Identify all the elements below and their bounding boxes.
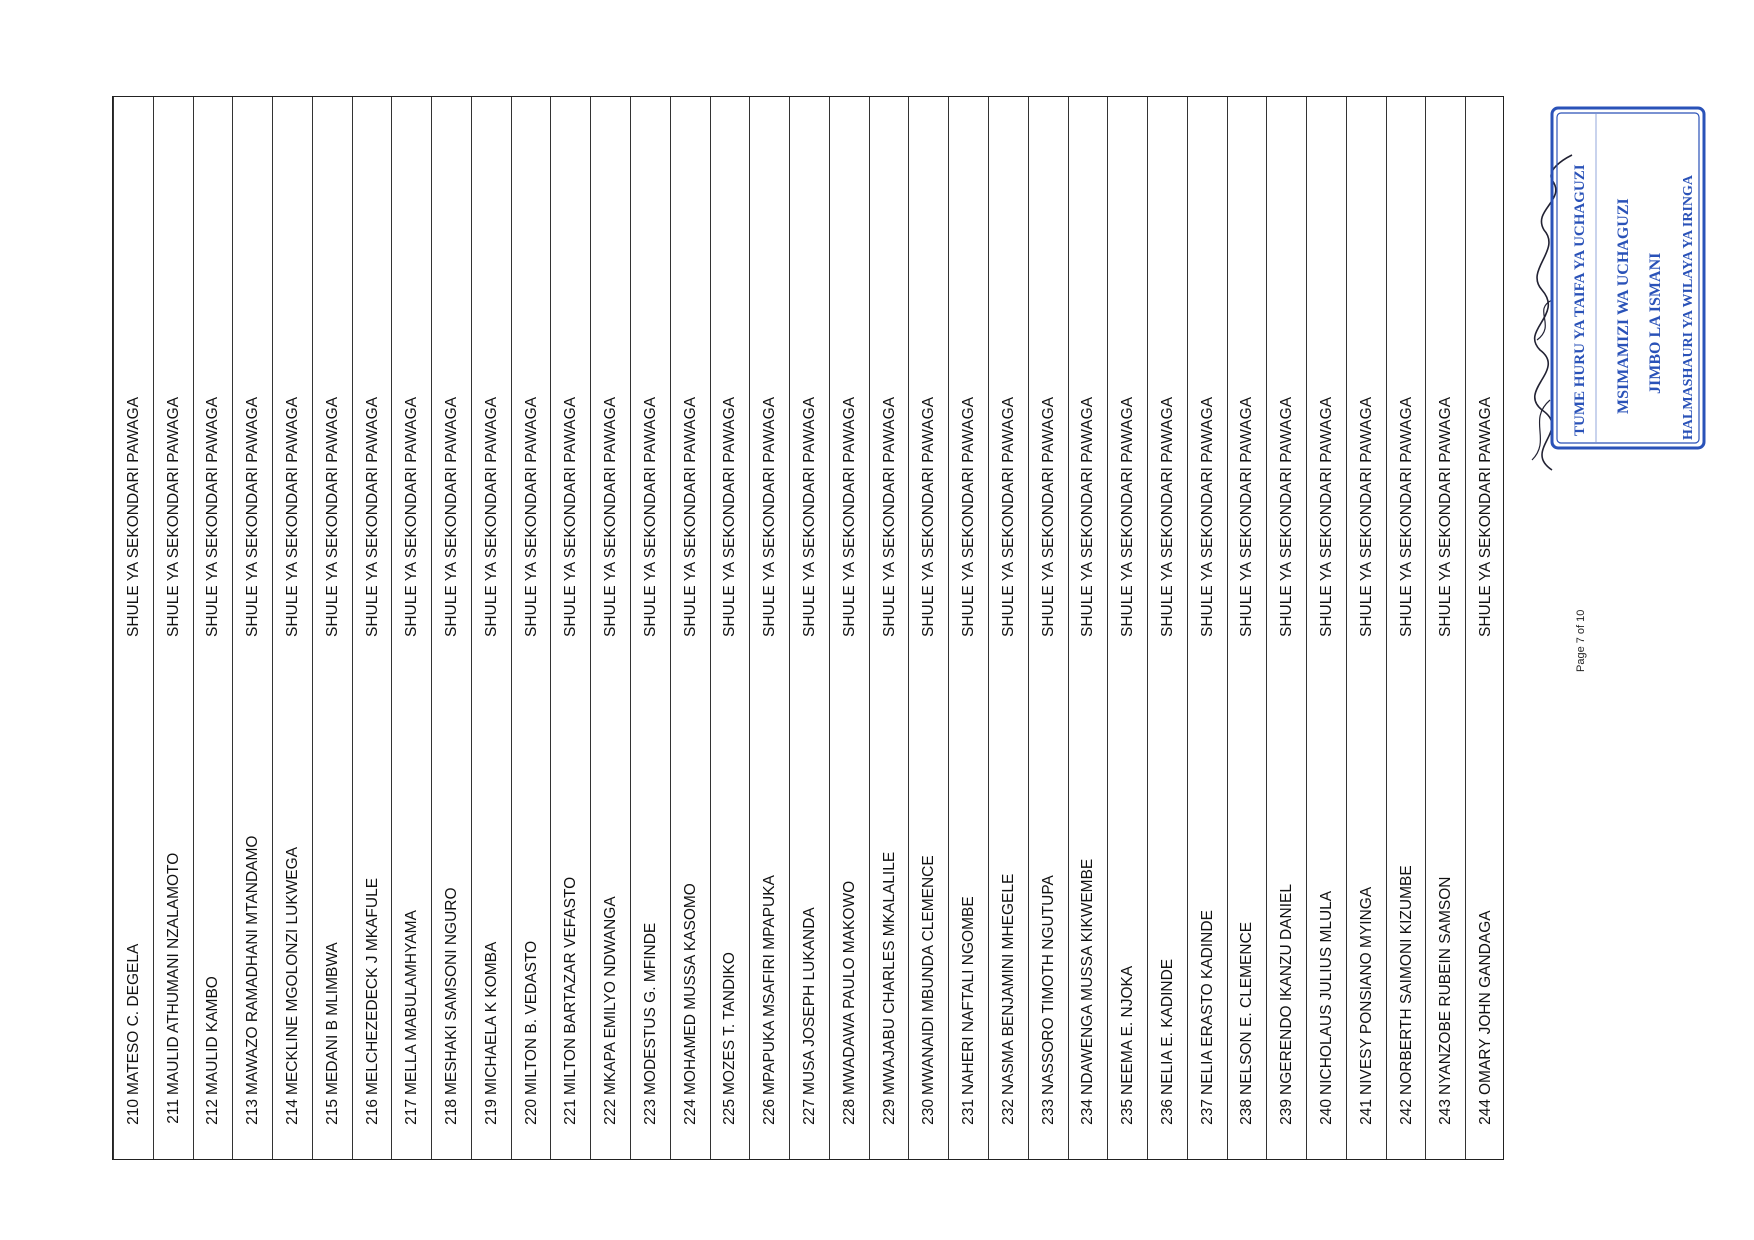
table-row bbox=[550, 97, 590, 1159]
school-name: SHULE YA SEKONDARI PAWAGA bbox=[602, 396, 620, 637]
table-row bbox=[590, 97, 630, 1159]
candidate-name: MAWAZO RAMADHANI MTANDAMO bbox=[244, 835, 262, 1095]
candidate-name: NELIA ERASTO KADINDE bbox=[1198, 910, 1216, 1095]
candidate-name: NAHERI NAFTALI NGOMBE bbox=[960, 896, 978, 1095]
candidate-name: MECKLINE MGOLONZI LUKWEGA bbox=[283, 846, 301, 1095]
school-name: SHULE YA SEKONDARI PAWAGA bbox=[1039, 396, 1057, 637]
candidate-name: MWANAIDI MBUNDA CLEMENCE bbox=[920, 855, 938, 1095]
table-row bbox=[1386, 97, 1426, 1159]
stamp-graphic bbox=[1548, 104, 1708, 452]
row-number: 242 bbox=[1397, 1099, 1415, 1125]
table-row bbox=[1266, 97, 1306, 1159]
row-number: 233 bbox=[1039, 1099, 1057, 1125]
row-number: 218 bbox=[443, 1099, 461, 1125]
row-number: 243 bbox=[1437, 1099, 1455, 1125]
row-number: 225 bbox=[721, 1099, 739, 1125]
school-name: SHULE YA SEKONDARI PAWAGA bbox=[283, 396, 301, 637]
table-row bbox=[391, 97, 431, 1159]
candidate-name: NASMA BENJAMINI MHEGELE bbox=[999, 873, 1017, 1095]
row-number: 213 bbox=[244, 1099, 262, 1125]
table-row bbox=[272, 97, 312, 1159]
row-number: 212 bbox=[204, 1099, 222, 1125]
row-number: 224 bbox=[681, 1099, 699, 1125]
candidate-name: MODESTUS G. MFINDE bbox=[641, 922, 659, 1095]
table-row bbox=[988, 97, 1028, 1159]
school-name: SHULE YA SEKONDARI PAWAGA bbox=[1158, 396, 1176, 637]
candidate-name: NYANZOBE RUBEIN SAMSON bbox=[1437, 876, 1455, 1095]
table-row bbox=[670, 97, 710, 1159]
row-number: 241 bbox=[1357, 1099, 1375, 1125]
candidate-name: NIVESY PONSIANO MYINGA bbox=[1357, 886, 1375, 1095]
school-name: SHULE YA SEKONDARI PAWAGA bbox=[641, 396, 659, 637]
school-name: SHULE YA SEKONDARI PAWAGA bbox=[800, 396, 818, 637]
table-row bbox=[1227, 97, 1267, 1159]
row-number: 239 bbox=[1278, 1099, 1296, 1125]
candidate-name: MELLA MABULAMHYAMA bbox=[403, 910, 421, 1095]
candidate-name: MOZES T. TANDIKO bbox=[721, 952, 739, 1095]
school-name: SHULE YA SEKONDARI PAWAGA bbox=[1119, 396, 1137, 637]
row-number: 238 bbox=[1238, 1099, 1256, 1125]
official-stamp bbox=[1548, 104, 1708, 452]
school-name: SHULE YA SEKONDARI PAWAGA bbox=[1198, 396, 1216, 637]
row-number: 220 bbox=[522, 1099, 540, 1125]
row-number: 244 bbox=[1477, 1099, 1495, 1125]
table-row bbox=[1147, 97, 1187, 1159]
candidate-name: MAULID KAMBO bbox=[204, 976, 222, 1095]
school-name: SHULE YA SEKONDARI PAWAGA bbox=[1079, 396, 1097, 637]
candidate-name: NDAWENGA MUSSA KIKWEMBE bbox=[1079, 858, 1097, 1095]
table-row bbox=[710, 97, 750, 1159]
table-row bbox=[511, 97, 551, 1159]
school-name: SHULE YA SEKONDARI PAWAGA bbox=[164, 396, 182, 637]
stamp-line-4: HALMASHAURI YA WILAYA YA IRINGA bbox=[1681, 174, 1696, 440]
row-number: 217 bbox=[403, 1099, 421, 1125]
candidate-name: MELCHEZEDECK J MKAFULE bbox=[363, 877, 381, 1095]
school-name: SHULE YA SEKONDARI PAWAGA bbox=[880, 396, 898, 637]
table-row bbox=[1187, 97, 1227, 1159]
row-number: 234 bbox=[1079, 1099, 1097, 1125]
stamp-line-3: JIMBO LA ISMANI bbox=[1647, 252, 1664, 394]
row-number: 240 bbox=[1318, 1099, 1336, 1125]
candidate-name: MKAPA EMILYO NDWANGA bbox=[602, 896, 620, 1095]
table-row bbox=[113, 97, 153, 1159]
row-number: 222 bbox=[602, 1099, 620, 1125]
stamp-line-2: MSIMAMIZI WA UCHAGUZI bbox=[1615, 198, 1632, 414]
school-name: SHULE YA SEKONDARI PAWAGA bbox=[443, 396, 461, 637]
candidate-name: MILTON BARTAZAR VEFASTO bbox=[562, 876, 580, 1095]
school-name: SHULE YA SEKONDARI PAWAGA bbox=[1357, 396, 1375, 637]
candidate-name: MILTON B. VEDASTO bbox=[522, 940, 540, 1095]
table-row bbox=[1107, 97, 1147, 1159]
candidate-name: NELIA E. KADINDE bbox=[1158, 958, 1176, 1095]
table-row bbox=[471, 97, 511, 1159]
row-number: 214 bbox=[283, 1099, 301, 1125]
candidate-name: MPAPUKA MSAFIRI MPAPUKA bbox=[761, 875, 779, 1095]
table-row bbox=[948, 97, 988, 1159]
row-number: 211 bbox=[164, 1099, 182, 1124]
school-name: SHULE YA SEKONDARI PAWAGA bbox=[1278, 396, 1296, 637]
row-number: 232 bbox=[999, 1099, 1017, 1125]
candidate-name: NORBERTH SAIMONI KIZUMBE bbox=[1397, 865, 1415, 1095]
school-name: SHULE YA SEKONDARI PAWAGA bbox=[204, 396, 222, 637]
row-number: 231 bbox=[960, 1099, 978, 1125]
row-number: 216 bbox=[363, 1099, 381, 1125]
school-name: SHULE YA SEKONDARI PAWAGA bbox=[363, 396, 381, 637]
school-name: SHULE YA SEKONDARI PAWAGA bbox=[482, 396, 500, 637]
school-name: SHULE YA SEKONDARI PAWAGA bbox=[522, 396, 540, 637]
school-name: SHULE YA SEKONDARI PAWAGA bbox=[124, 396, 142, 637]
table-row bbox=[829, 97, 869, 1159]
school-name: SHULE YA SEKONDARI PAWAGA bbox=[681, 396, 699, 637]
table-row bbox=[1425, 97, 1465, 1159]
candidate-name: MEDANI B MLIMBWA bbox=[323, 942, 341, 1095]
row-number: 235 bbox=[1119, 1099, 1137, 1125]
row-number: 237 bbox=[1198, 1099, 1216, 1125]
candidate-table bbox=[112, 96, 1504, 1160]
school-name: SHULE YA SEKONDARI PAWAGA bbox=[1318, 396, 1336, 637]
table-row bbox=[789, 97, 829, 1159]
candidate-name: MESHAKI SAMSONI NGURO bbox=[443, 887, 461, 1095]
candidate-name: MICHAELA K KOMBA bbox=[482, 941, 500, 1095]
stamp-line-1: TUME HURU YA TAIFA YA UCHAGUZI bbox=[1572, 164, 1588, 436]
table-row bbox=[153, 97, 193, 1159]
school-name: SHULE YA SEKONDARI PAWAGA bbox=[840, 396, 858, 637]
school-name: SHULE YA SEKONDARI PAWAGA bbox=[244, 396, 262, 637]
school-name: SHULE YA SEKONDARI PAWAGA bbox=[323, 396, 341, 637]
row-number: 215 bbox=[323, 1099, 341, 1125]
candidate-name: MWAJABU CHARLES MKALALILE bbox=[880, 851, 898, 1095]
row-number: 226 bbox=[761, 1099, 779, 1125]
table-row bbox=[232, 97, 272, 1159]
candidate-name: MOHAMED MUSSA KASOMO bbox=[681, 883, 699, 1095]
table-row bbox=[1306, 97, 1346, 1159]
table-row bbox=[1346, 97, 1386, 1159]
row-number: 228 bbox=[840, 1099, 858, 1125]
school-name: SHULE YA SEKONDARI PAWAGA bbox=[1437, 396, 1455, 637]
table-row bbox=[312, 97, 352, 1159]
school-name: SHULE YA SEKONDARI PAWAGA bbox=[1477, 396, 1495, 637]
candidate-name: NGERENDO IKANZU DANIEL bbox=[1278, 883, 1296, 1095]
candidate-name: NICHOLAUS JULIUS MLULA bbox=[1318, 890, 1336, 1095]
school-name: SHULE YA SEKONDARI PAWAGA bbox=[960, 396, 978, 637]
table-row bbox=[1465, 97, 1505, 1159]
candidate-name: MAULID ATHUMANI NZALAMOTO bbox=[164, 852, 182, 1095]
row-number: 210 bbox=[124, 1099, 142, 1125]
table-row bbox=[352, 97, 392, 1159]
school-name: SHULE YA SEKONDARI PAWAGA bbox=[999, 396, 1017, 637]
table-row bbox=[431, 97, 471, 1159]
school-name: SHULE YA SEKONDARI PAWAGA bbox=[1397, 396, 1415, 637]
candidate-name: MWADAWA PAULO MAKOWO bbox=[840, 880, 858, 1095]
row-number: 227 bbox=[800, 1099, 818, 1125]
school-name: SHULE YA SEKONDARI PAWAGA bbox=[1238, 396, 1256, 637]
table-row bbox=[908, 97, 948, 1159]
candidate-name: MUSA JOSEPH LUKANDA bbox=[800, 907, 818, 1095]
school-name: SHULE YA SEKONDARI PAWAGA bbox=[403, 396, 421, 637]
page-number: Page 7 of 10 bbox=[1575, 609, 1587, 672]
candidate-name: NELSON E. CLEMENCE bbox=[1238, 921, 1256, 1095]
school-name: SHULE YA SEKONDARI PAWAGA bbox=[761, 396, 779, 637]
candidate-name: NEEMA E. NJOKA bbox=[1119, 965, 1137, 1095]
school-name: SHULE YA SEKONDARI PAWAGA bbox=[721, 396, 739, 637]
candidate-name: NASSORO TIMOTH NGUTUPA bbox=[1039, 875, 1057, 1095]
table-row bbox=[1028, 97, 1068, 1159]
row-number: 230 bbox=[920, 1099, 938, 1125]
row-number: 219 bbox=[482, 1099, 500, 1125]
candidate-name: MATESO C. DEGELA bbox=[124, 943, 142, 1095]
row-number: 236 bbox=[1158, 1099, 1176, 1125]
row-number: 223 bbox=[641, 1099, 659, 1125]
table-row bbox=[749, 97, 789, 1159]
candidate-name: OMARY JOHN GANDAGA bbox=[1477, 910, 1495, 1095]
school-name: SHULE YA SEKONDARI PAWAGA bbox=[562, 396, 580, 637]
school-name: SHULE YA SEKONDARI PAWAGA bbox=[920, 396, 938, 637]
row-number: 229 bbox=[880, 1099, 898, 1125]
table-row bbox=[630, 97, 670, 1159]
row-number: 221 bbox=[562, 1099, 580, 1125]
table-row bbox=[869, 97, 909, 1159]
table-row bbox=[1068, 97, 1108, 1159]
table-row bbox=[193, 97, 233, 1159]
